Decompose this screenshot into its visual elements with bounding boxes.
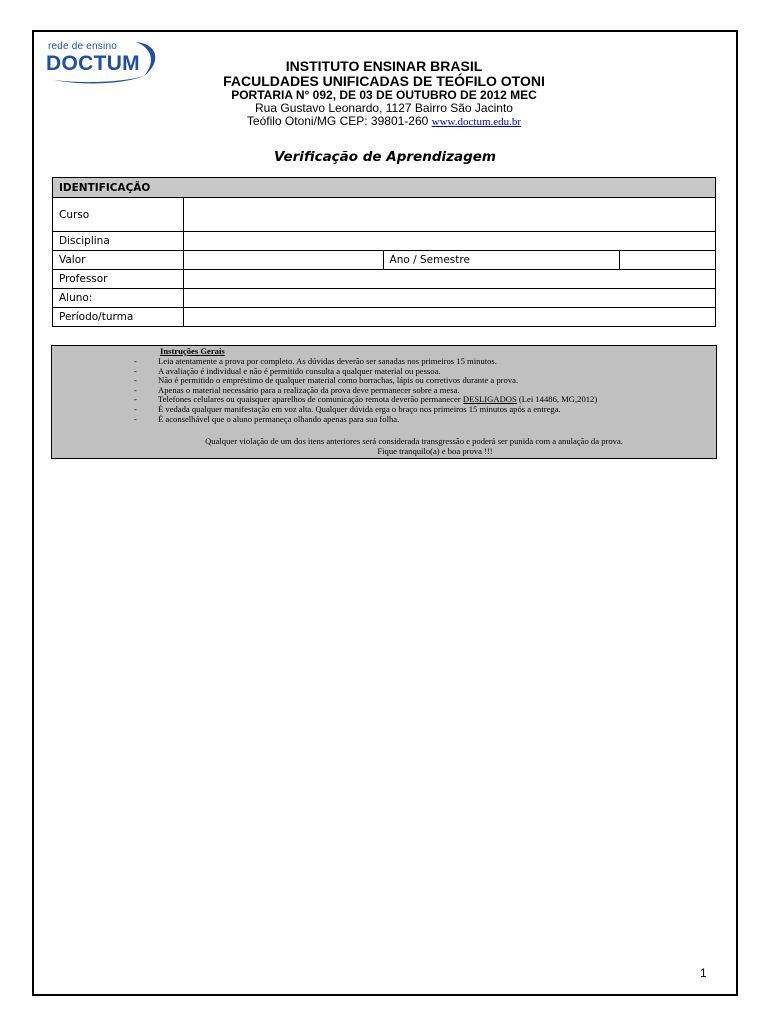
city-text: Teófilo Otoni/MG CEP: 39801-260 bbox=[246, 114, 429, 128]
phones-emphasis: DESLIGADOS bbox=[462, 394, 517, 405]
student-field[interactable] bbox=[183, 289, 715, 308]
instructions-farewell: Fique tranquilo(a) e boa prova !!! bbox=[377, 446, 493, 456]
website-link[interactable]: www.doctum.edu.br bbox=[431, 116, 522, 128]
list-item: - Não é permitido o empréstimo de qualquer material como borrachas, lápis ou corretivos durante a prova. bbox=[134, 375, 519, 386]
course-field[interactable] bbox=[183, 198, 715, 232]
identification-header-row bbox=[53, 178, 716, 198]
list-item: - Apenas o material necessário para a realização da prova deve permanecer sobre a mesa. bbox=[134, 384, 460, 395]
course-row bbox=[53, 198, 716, 232]
discipline-label: Disciplina bbox=[53, 232, 184, 251]
doctum-logo bbox=[44, 40, 164, 84]
institute-name: INSTITUTO ENSINAR BRASIL bbox=[285, 58, 483, 74]
identification-heading: IDENTIFICAÇÃO bbox=[53, 178, 716, 198]
teacher-row bbox=[53, 270, 716, 289]
student-row bbox=[53, 289, 716, 308]
logo-network-label: rede de ensino bbox=[48, 41, 117, 52]
identification-table bbox=[52, 177, 716, 327]
faculty-name: FACULDADES UNIFICADAS DE TEÓFILO OTONI bbox=[223, 73, 545, 89]
period-label: Período/turma bbox=[53, 308, 184, 327]
city-line bbox=[150, 115, 618, 129]
list-item: - É vedada qualquer manifestação em voz alta. Qualquer dúvida erga o braço nos primeiros 15 minutos após a entrega. bbox=[134, 403, 561, 414]
year-semester-label: Ano / Semestre bbox=[383, 251, 620, 270]
value-label: Valor bbox=[53, 251, 184, 270]
teacher-label: Professor bbox=[53, 270, 184, 289]
discipline-row bbox=[53, 232, 716, 251]
list-item: - A avaliação é individual e não é permitido consulta a qualquer material ou pessoa. bbox=[134, 365, 441, 376]
ordinance: PORTARIA N° 092, DE 03 DE OUTUBRO DE 2012 MEC bbox=[231, 88, 537, 102]
value-row bbox=[53, 251, 716, 270]
teacher-field[interactable] bbox=[183, 270, 715, 289]
period-field[interactable] bbox=[183, 308, 715, 327]
list-item-phones: - Telefones celulares ou quaisquer aparelhos de comunicação remota deverão permanecer DESLIGADOS (Lei 14486, MG,2012) bbox=[134, 394, 598, 405]
course-label: Curso bbox=[53, 198, 184, 232]
logo-brand: DOCTUM bbox=[46, 52, 140, 75]
year-semester-field[interactable] bbox=[620, 251, 716, 270]
instructions-title: Instruções Gerais bbox=[160, 346, 225, 356]
value-field[interactable] bbox=[183, 251, 383, 270]
page-number: 1 bbox=[700, 966, 707, 980]
document-header bbox=[150, 59, 618, 129]
address: Rua Gustavo Leonardo, 1127 Bairro São Jacinto bbox=[255, 101, 513, 115]
period-row bbox=[53, 308, 716, 327]
page-border bbox=[32, 30, 738, 996]
list-item: - É aconselhável que o aluno permaneça olhando apenas para sua folha. bbox=[134, 413, 400, 424]
instructions-list bbox=[134, 357, 597, 424]
instructions-box bbox=[51, 345, 717, 459]
instructions-warning: Qualquer violação de um dos itens anteriores será considerada transgressão e poderá ser punida com a anulação da prova. bbox=[205, 436, 623, 446]
list-item: - Leia atentamente a prova por completo. As dúvidas deverão ser sanadas nos primeiros 15 minutos. bbox=[134, 356, 497, 366]
page-title: Verificação de Aprendizagem bbox=[274, 149, 496, 165]
discipline-field[interactable] bbox=[183, 232, 715, 251]
student-label: Aluno: bbox=[53, 289, 184, 308]
